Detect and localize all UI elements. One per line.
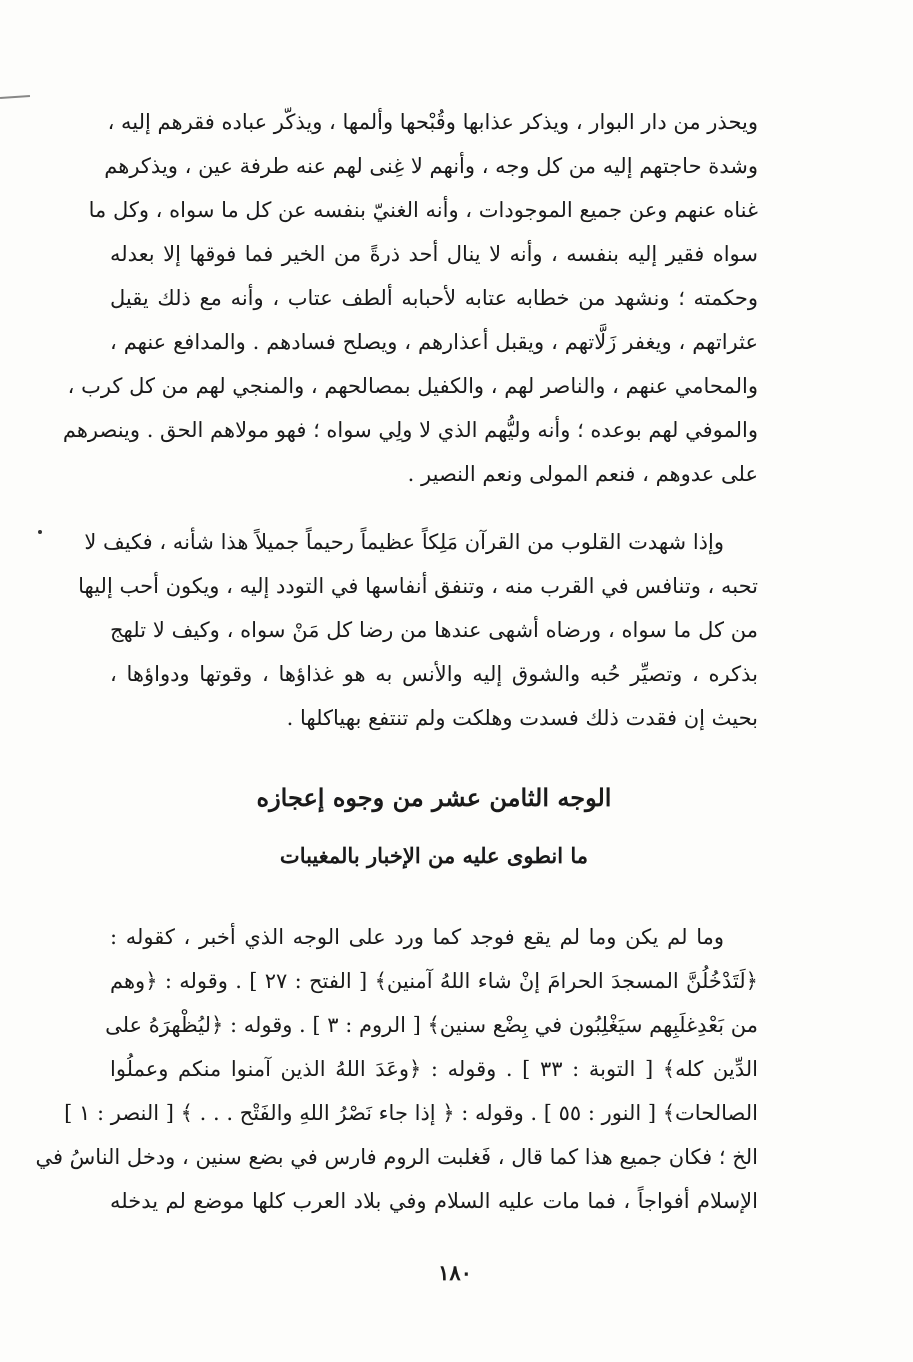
paragraph-line: ﴿لَتَدْخُلُنَّ المسجدَ الحرامَ إنْ شاء اللهُ آمنين﴾ [ الفتح : ٢٧ ] . وقوله : ﴿وهم	[110, 969, 758, 993]
section-heading: الوجه الثامن عشر من وجوه إعجازه	[256, 783, 612, 812]
paragraph-line: من كل ما سواه ، ورضاه أشهى عندها من رضا كل مَنْ سواه ، وكيف لا تلهج	[110, 618, 758, 642]
paragraph-line: ويحذر من دار البوار ، ويذكر عذابها وقُبْحها وألمها ، ويذكّر عباده فقرهم إليه ،	[107, 110, 758, 134]
paragraph-line: سواه فقير إليه بنفسه ، وأنه لا ينال أحد ذرةً من الخير فما فوقها إلا بعدله	[110, 242, 758, 266]
paragraph-1	[62, 100, 758, 496]
paragraph-3	[35, 915, 758, 1223]
paragraph-line: من بَعْدِغلَبِهم سيَغْلِبُون في بِضْع سنين﴾ [ الروم : ٣ ] . وقوله : ﴿ليُظْهرَهُ على	[105, 1013, 758, 1037]
paragraph-line: وحكمته ؛ ونشهد من خطابه عتابه لأحبابه ألطف عتاب ، وأنه مع ذلك يقيل	[110, 286, 758, 310]
scan-dot-mark	[38, 530, 42, 534]
paragraph-line: والمحامي عنهم ، والناصر لهم ، والكفيل بمصالحهم ، والمنجي لهم من كل كرب ،	[67, 374, 758, 398]
paragraph-line: عثراتهم ، ويغفر زَلَّاتهم ، ويقبل أعذارهم ، ويصلح فسادهم . والمدافع عنهم ،	[110, 330, 758, 354]
paragraph-line: وما لم يكن وما لم يقع فوجد كما ورد على الوجه الذي أخبر ، كقوله :	[110, 925, 724, 949]
paragraph-line: والموفي لهم بوعده ؛ وأنه وليُّهم الذي لا ولِي سواه ؛ فهو مولاهم الحق . وينصرهم	[62, 418, 758, 442]
section-subheading: ما انطوى عليه من الإخبار بالمغيبات	[279, 843, 589, 868]
paragraph-line: الإسلام أفواجاً ، فما مات عليه السلام وفي بلاد العرب كلها موضع لم يدخله	[110, 1189, 758, 1213]
scan-edge-mark	[0, 95, 30, 99]
paragraph-line: بحيث إن فقدت ذلك فسدت وهلكت ولم تنتفع بهياكلها .	[286, 706, 758, 730]
paragraph-line: وشدة حاجتهم إليه من كل وجه ، وأنهم لا غِنى لهم عنه طرفة عين ، ويذكرهم	[104, 154, 758, 178]
paragraph-line: الدِّين كله﴾ [ التوبة : ٣٣ ] . وقوله : ﴿وعَدَ اللهُ الذين آمنوا منكم وعملُوا	[110, 1057, 758, 1081]
paragraph-line: غناه عنهم وعن جميع الموجودات ، وأنه الغنيّ بنفسه عن كل ما سواه ، وكل ما	[88, 198, 758, 222]
paragraph-2	[78, 520, 758, 740]
page-number: ١٨٠	[438, 1260, 472, 1285]
paragraph-line: وإذا شهدت القلوب من القرآن مَلِكاً عظيماً رحيماً جميلاً هذا شأنه ، فكيف لا	[84, 530, 724, 554]
paragraph-line: الخ ؛ فكان جميع هذا كما قال ، فَغلبت الروم فارس في بضع سنين ، ودخل الناسُ في	[35, 1145, 758, 1169]
paragraph-line: الصالحات﴾ [ النور : ٥٥ ] . وقوله : ﴿ إذا جاء نَصْرُ اللهِ والفَتْح . . . ﴾ [ النصر : ١ ]	[64, 1101, 758, 1125]
paragraph-line: تحبه ، وتنافس في القرب منه ، وتنفق أنفاسها في التودد إليه ، ويكون أحب إليها	[78, 574, 758, 598]
paragraph-line: على عدوهم ، فنعم المولى ونعم النصير .	[407, 462, 758, 486]
paragraph-line: بذكره ، وتصيِّر حُبه والشوق إليه والأنس به هو غذاؤها ، وقوتها ودواؤها ،	[110, 662, 758, 686]
